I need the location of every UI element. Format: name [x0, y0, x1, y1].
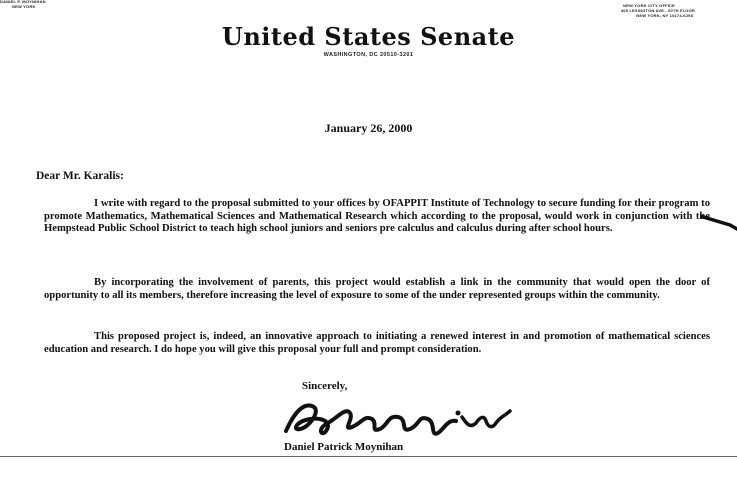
letterhead-office-city: NEW YORK, NY 10174-6298: [636, 13, 693, 18]
body-paragraph-1: I write with regard to the proposal submitted to your offices by OFAPPIT Institute of Technology to secure funding for their program to promote Mathematics, Mathematical Sciences and Mathematical Research which according to the proposal, would work in conjunction with the Hempstead Public School District to teach high school juniors and seniors pre calculus and calculus during after school hours.: [44, 198, 710, 235]
letterhead-office-street: 405 LEXINGTON AVE., 60TH FLOOR: [620, 8, 695, 13]
margin-mark: [700, 213, 737, 233]
body-paragraph-2: By incorporating the involvement of parents, this project would establish a link in the community that would open the door of opportunity to all its members, therefore increasing the level of exposure to some of the under represented groups within the community.: [44, 277, 710, 301]
body-paragraph-3: This proposed project is, indeed, an innovative approach to initiating a renewed interest in and promotion of mathematical sciences education and research. I do hope you will give this proposal your full and prompt consideration.: [44, 331, 710, 355]
letter-date: January 26, 2000: [324, 121, 413, 135]
salutation: Dear Mr. Karalis:: [36, 170, 124, 182]
closing: Sincerely,: [302, 380, 348, 392]
letterhead-title: United States Senate: [221, 22, 516, 51]
signer-name: Daniel Patrick Moynihan: [284, 441, 404, 453]
letterhead-address: WASHINGTON, DC 20510-3201: [323, 52, 414, 58]
letterhead-office-name: NEW YORK CITY OFFICE: [623, 3, 675, 8]
letterhead-sender-state: NEW YORK: [12, 4, 36, 9]
handwritten-signature: [280, 393, 520, 443]
letterhead-sender-name: DANIEL P. MOYNIHAN: [0, 0, 46, 4]
page-bottom-rule: [0, 456, 737, 457]
